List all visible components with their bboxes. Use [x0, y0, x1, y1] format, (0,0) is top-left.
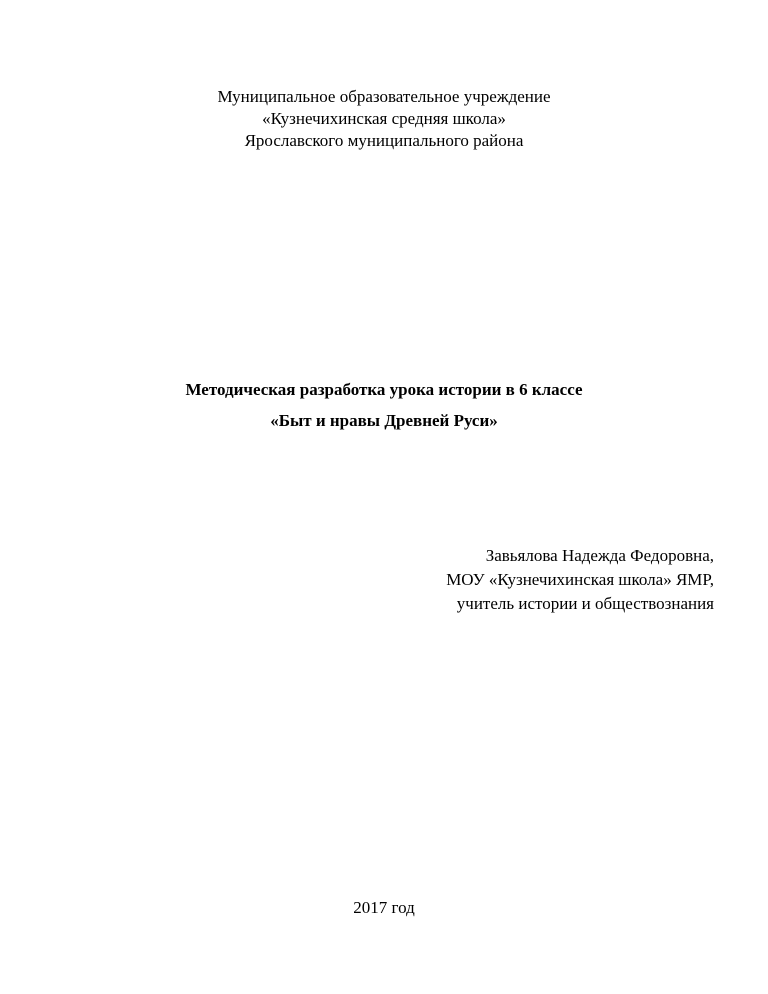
district-name: Ярославского муниципального района [244, 131, 524, 150]
document-title [0, 374, 768, 436]
author-name: Завьялова Надежда Федоровна, [485, 546, 714, 565]
year-text: 2017 год [353, 898, 415, 917]
title-line-2: «Быт и нравы Древней Руси» [270, 411, 498, 430]
institution-name: Муниципальное образовательное учреждение [217, 87, 551, 106]
institution-header [0, 86, 768, 152]
document-year [0, 897, 768, 919]
author-info [446, 544, 714, 616]
title-line-1: Методическая разработка урока истории в 6 классе [185, 380, 583, 399]
author-organization: МОУ «Кузнечихинская школа» ЯМР, [446, 570, 714, 589]
school-name: «Кузнечихинская средняя школа» [262, 109, 506, 128]
author-position: учитель истории и обществознания [456, 594, 714, 613]
